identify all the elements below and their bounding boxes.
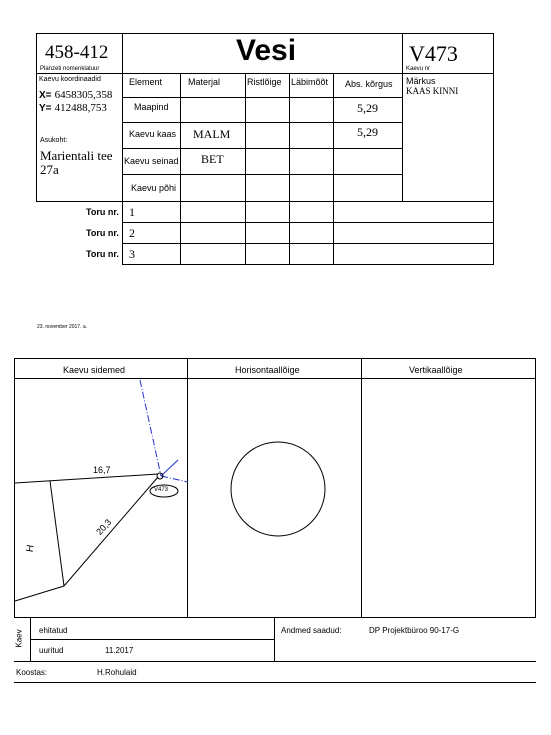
pipe-label-3: Toru nr.: [86, 249, 119, 259]
well-number: V473: [409, 41, 458, 66]
compiled-by-label: Koostas:: [16, 668, 48, 677]
pipe-number-1: 1: [129, 205, 135, 219]
surveyed-value: 11.2017: [105, 646, 134, 655]
surveyed-label: uuritud: [39, 646, 64, 655]
col-title-sidemed: Kaevu sidemed: [63, 365, 126, 375]
compiled-by-value: H.Rohulaid: [97, 668, 137, 677]
dimension-16-7: 16,7: [93, 465, 111, 475]
data-source-value: DP Projektbüroo 90-17-G: [369, 626, 460, 635]
row-label-kaevu-pohi: Kaevu põhi: [131, 183, 177, 193]
col-header-abs-height: Abs. kõrgus: [345, 79, 393, 89]
built-label: ehitatud: [39, 626, 68, 635]
row-label-maapind: Maapind: [134, 102, 169, 112]
pipe-number-2: 2: [129, 226, 135, 240]
tie-line-20-3: [64, 477, 158, 586]
building-outline: [15, 474, 158, 601]
page-title: Vesi: [236, 34, 297, 67]
col-header-cross-section: Ristlõige: [247, 77, 282, 87]
row-label-kaevu-kaas: Kaevu kaas: [129, 129, 177, 139]
material-kaevu-seinad: BET: [201, 152, 224, 166]
abs-height-maapind: 5,29: [357, 101, 378, 115]
col-header-element: Element: [129, 77, 163, 87]
map-sheet-number: 458-412: [45, 42, 109, 63]
well-side-label: Kaev: [14, 629, 24, 648]
map-sheet-label: Planzeti nomenklatuur: [40, 66, 100, 72]
material-kaevu-kaas: MALM: [193, 127, 231, 141]
pipe-label-2: Toru nr.: [86, 228, 119, 238]
col-title-vertical: Vertikaallõige: [409, 365, 463, 375]
remark-label: Märkus: [406, 76, 436, 86]
y-coordinate: Y= 412488,753: [39, 102, 107, 114]
pipe-line: [140, 380, 188, 482]
coordinates-label: Kaevu koordinaadid: [39, 76, 101, 83]
col-title-horizontal: Horisontaallõige: [235, 365, 300, 375]
abs-height-kaevu-kaas: 5,29: [357, 125, 378, 139]
remark-value: KAAS KINNI: [406, 86, 459, 96]
house-label: H: [24, 543, 37, 554]
well-label: V473: [154, 487, 169, 493]
pipe-label-1: Toru nr.: [86, 207, 119, 217]
well-number-label: Kaevu nr: [406, 66, 431, 72]
location-value: Marientali tee 27a: [40, 148, 113, 177]
pipe-number-3: 3: [129, 247, 135, 261]
location-label: Asukoht:: [40, 137, 68, 144]
col-header-material: Materjal: [188, 77, 221, 87]
data-source-label: Andmed saadud:: [281, 626, 342, 635]
dimension-20-3: 20,3: [94, 517, 114, 537]
row-label-kaevu-seinad: Kaevu seinad: [124, 156, 179, 166]
col-header-diameter: Läbimõõt: [291, 77, 329, 87]
x-coordinate: X= 6458305,358: [39, 89, 113, 101]
document-date: 23. november 2017. a.: [37, 324, 88, 330]
horizontal-section-circle: [231, 442, 325, 536]
